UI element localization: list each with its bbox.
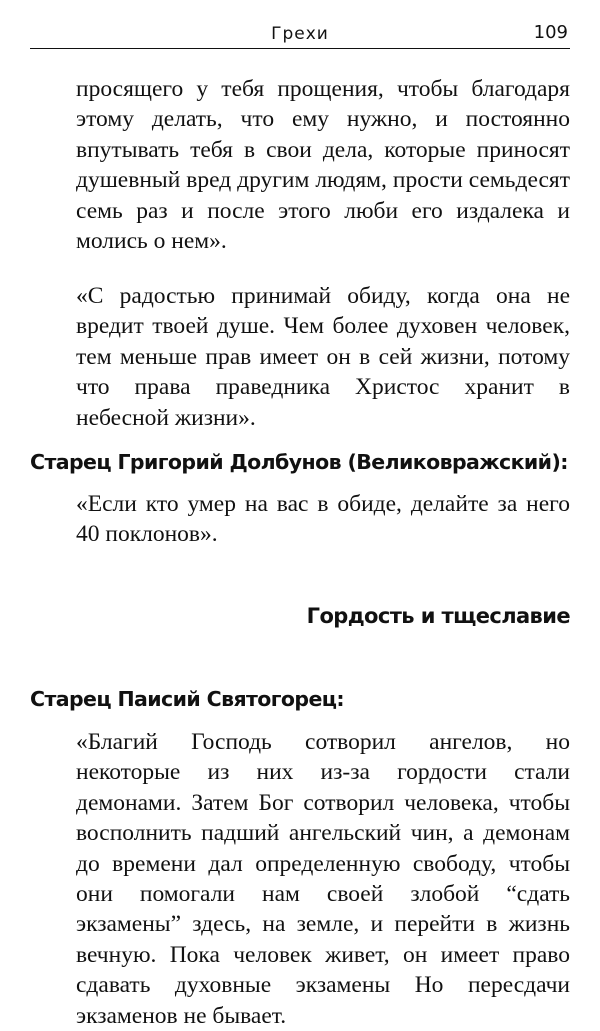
- book-page: [30, 18, 570, 1029]
- author-heading-gregory: Старец Григорий Долбунов (Великовражский):: [30, 450, 568, 474]
- page-number: 109: [533, 22, 568, 43]
- paragraph-quote-bows: «Если кто умер на вас в обиде, делайте за него 40 поклонов».: [76, 491, 570, 548]
- paragraph-quote-angels: «Благий Господь сотворил ангелов, но некоторые из них из-за гордости стали демонами. Затем Бог сотворил человека, чтобы восполнить падший ангельский чин, а демонам до времени дал определенную свободу, чтобы они помогали нам своей злобой “сдать экзамены” здесь, на земле, и перейти в жизнь вечную. Пока человек живет, он имеет право сдавать духовные экзамены Но пересдачи экзаменов не бывает.: [76, 729, 570, 1029]
- running-title: Грехи: [271, 24, 329, 44]
- paragraph-quote-offense: «С радостью принимай обиду, когда она не вредит твоей душе. Чем более духовен человек, тем меньше прав имеет он в сей жизни, потому что права праведника Христос хранит в небесной жизни».: [76, 283, 570, 431]
- author-heading-paisios: Старец Паисий Святогорец:: [30, 687, 344, 711]
- paragraph-continuation: просящего у тебя прощения, чтобы благодаря этому делать, что ему нужно, и постоянно впутывать тебя в свои дела, которые приносят душевный вред другим людям, прости семьдесят семь раз и после этого люби его издалека и молись о нем».: [76, 76, 570, 255]
- section-title-pride: Гордость и тщеславие: [306, 604, 570, 628]
- page-header: [30, 18, 570, 49]
